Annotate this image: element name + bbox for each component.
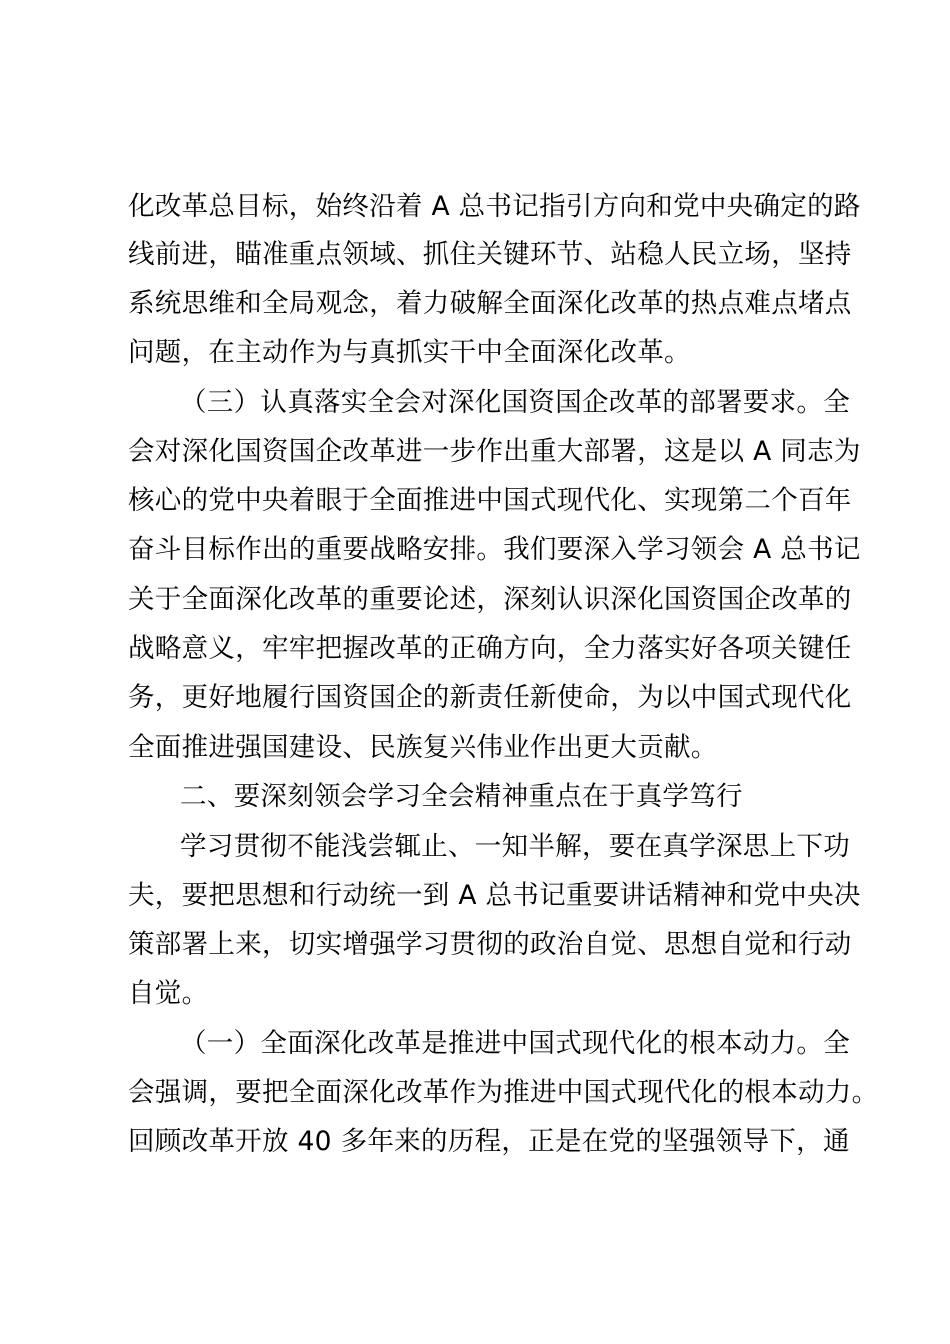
chapter-heading-2: 二、要深刻领会学习全会精神重点在于真学笃行 bbox=[180, 781, 743, 812]
text-line: 会对深化国资国企改革进一步作出重大部署，这是以 A 同志为 bbox=[128, 436, 861, 467]
text-line: 学习贯彻不能浅尝辄止、一知半解，要在真学深思上下功 bbox=[180, 831, 850, 862]
text-line: 核心的党中央着眼于全面推进中国式现代化、实现第二个百年 bbox=[128, 485, 852, 516]
text-line: 关于全面深化改革的重要论述，深刻认识深化国资国企改革的 bbox=[128, 584, 852, 615]
text-line: 策部署上来，切实增强学习贯彻的政治自觉、思想自觉和行动 bbox=[128, 929, 852, 960]
text-line: 化改革总目标，始终沿着 A 总书记指引方向和党中央确定的路 bbox=[128, 191, 861, 222]
text-line: 夫，要把思想和行动统一到 A 总书记重要讲话精神和党中央决 bbox=[128, 880, 861, 911]
text-line: 自觉。 bbox=[128, 978, 209, 1009]
text-line: 全面推进强国建设、民族复兴伟业作出更大贡献。 bbox=[128, 732, 718, 763]
text-line: 系统思维和全局观念，着力破解全面深化改革的热点难点堵点 bbox=[128, 288, 852, 319]
text-line: 回顾改革开放 40 多年来的历程，正是在党的坚强领导下，通 bbox=[128, 1126, 850, 1157]
section-heading-1: （一）全面深化改革是推进中国式现代化的根本动力。全 bbox=[180, 1028, 850, 1059]
text-line: 问题，在主动作为与真抓实干中全面深化改革。 bbox=[128, 337, 691, 368]
text-line: 战略意义，牢牢把握改革的正确方向，全力落实好各项关键任 bbox=[128, 633, 852, 664]
text-line: 线前进，瞄准重点领域、抓住关键环节、站稳人民立场，坚持 bbox=[128, 239, 852, 270]
text-line: 奋斗目标作出的重要战略安排。我们要深入学习领会 A 总书记 bbox=[128, 534, 861, 565]
section-heading-3: （三）认真落实全会对深化国资国企改革的部署要求。全 bbox=[180, 387, 850, 418]
text-line: 务，更好地履行国资国企的新责任新使命，为以中国式现代化 bbox=[128, 682, 852, 713]
text-line: 会强调，要把全面深化改革作为推进中国式现代化的根本动力。 bbox=[128, 1077, 879, 1108]
